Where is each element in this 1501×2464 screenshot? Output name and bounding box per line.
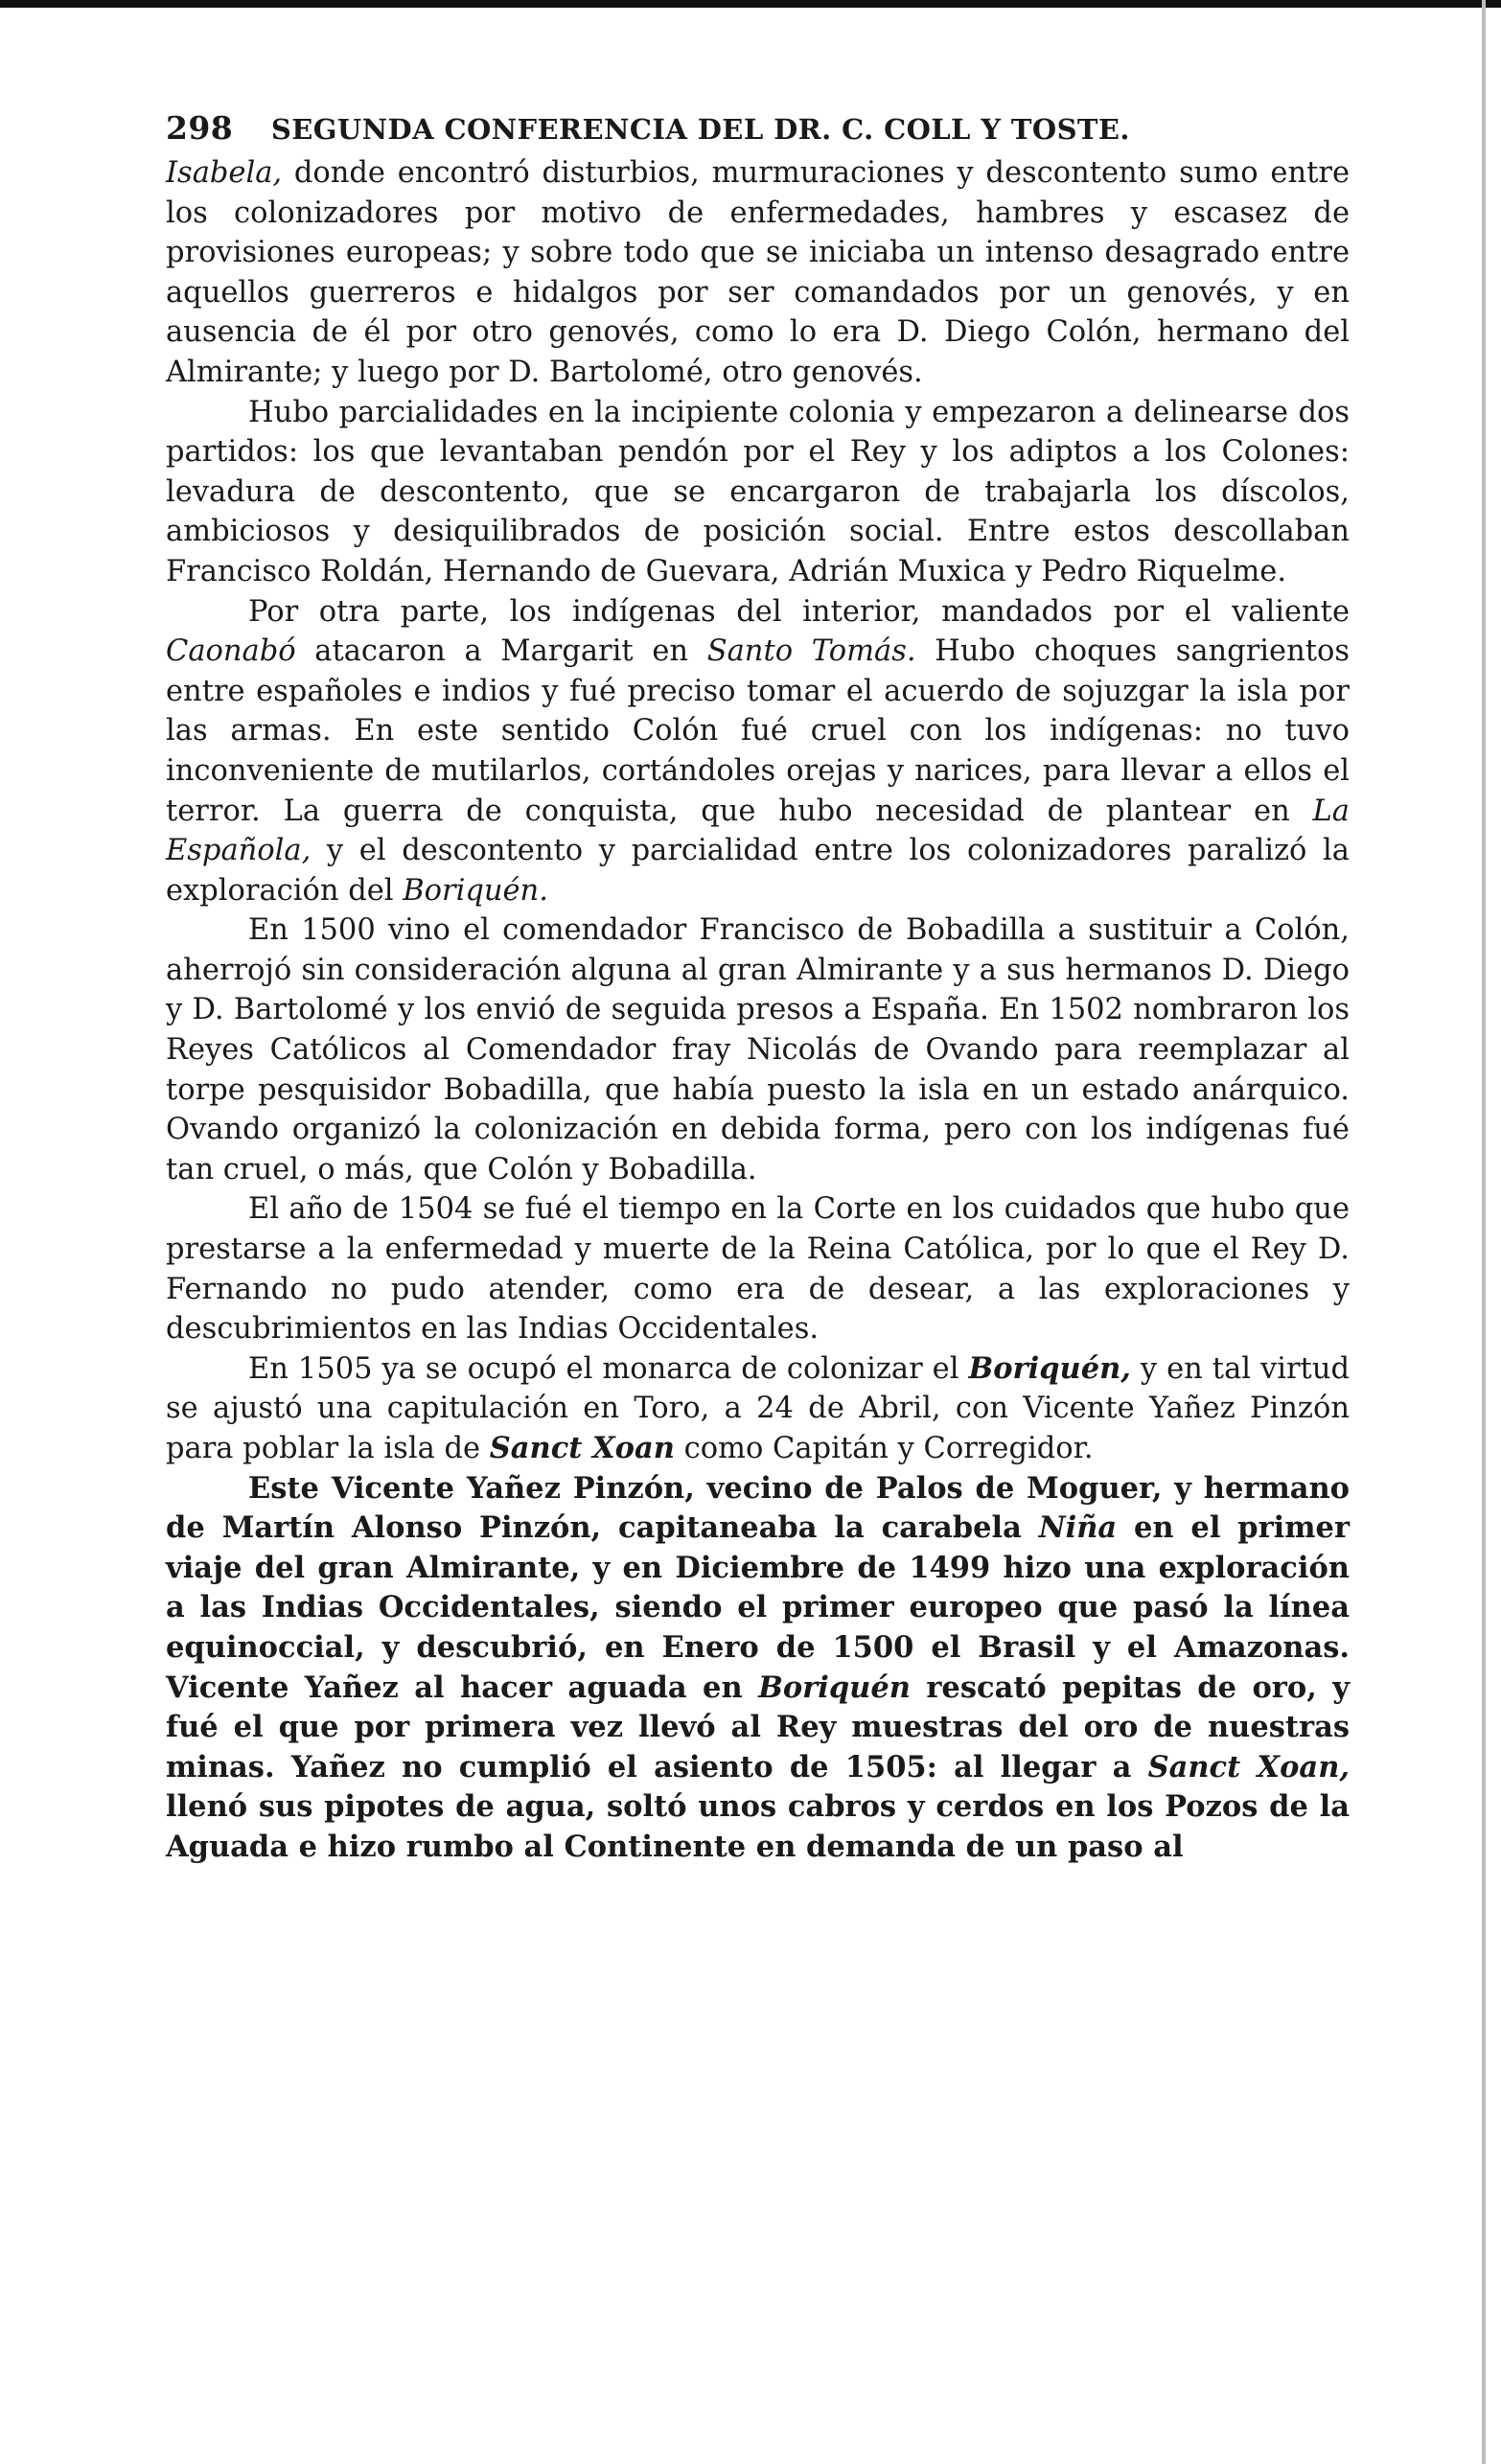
paragraph-text: llenó sus pipotes de agua, soltó unos cabros y cerdos en los Pozos de la Aguada e hizo rumbo al Continente en demanda de un paso al [166, 1789, 1350, 1864]
italic-term: Boriquén [758, 1670, 911, 1705]
paragraph-text: atacaron a Margarit en [295, 634, 707, 669]
paragraph-text: En 1500 vino el comendador Francisco de Bobadilla a sustituir a Colón, aherrojó sin consideración alguna al gran Almirante y a sus hermanos D. Diego y D. Bartolomé y los envió de seguida presos a España. En 1502 nombraron los Reyes Católicos al Comendador fray Nicolás de Ovando para reemplazar al torpe pesquisidor Bobadilla, que había puesto la isla en un estado anárquico. Ovando organizó la colonización en debida forma, pero con los indígenas fué tan cruel, o más, que Colón y Bobadilla. [166, 913, 1350, 1186]
paragraph-text: en el primer viaje del gran Almirante, y en Diciembre de 1499 hizo una exploración a las Indias Occidentales, siendo el primer europeo que pasó la línea equinoccial, y descubrió, en Enero de 1500 el Brasil y el Amazonas. Vicente Yañez al hacer aguada en [166, 1510, 1351, 1705]
italic-term: Caonabó [166, 634, 296, 669]
page-gutter-line [1482, 0, 1486, 2464]
top-edge-rule [0, 0, 1501, 8]
paragraph-text: rescató pepitas de oro, y fué el que por primera vez llevó al Rey muestras del oro de nuestras minas. Yañez no cumplió el asiento de 1505: al llegar a [166, 1670, 1350, 1785]
paragraph-text: En 1505 ya se ocupó el monarca de colonizar el [248, 1351, 969, 1386]
italic-term: Boriquén. [403, 873, 548, 908]
paragraph [166, 393, 1350, 592]
paragraph-text: como Capitán y Corregidor. [674, 1432, 1094, 1465]
paragraph [166, 1189, 1350, 1348]
running-header [166, 104, 1350, 153]
paragraph [166, 1469, 1350, 1868]
paragraph [166, 1349, 1350, 1469]
italic-term: Boriquén, [968, 1350, 1131, 1386]
italic-term: Isabela, [166, 156, 283, 190]
body-text [166, 153, 1350, 1868]
paragraph-text: El año de 1504 se fué el tiempo en la Corte en los cuidados que hubo que prestarse a la enfermedad y muerte de la Reina Católica, por lo que el Rey D. Fernando no pudo atender, como era de desear, a las exploraciones y descubrimientos en las Indias Occidentales. [166, 1192, 1350, 1347]
page-number: 298 [166, 109, 234, 147]
paragraph-text: Hubo choques sangrientos entre españoles e indios y fué preciso tomar el acuerdo de sojuzgar la isla por las armas. En este sentido Colón fué cruel con los indígenas: no tuvo inconveniente de mutilarlos, cortándoles orejas y narices, para llevar a ellos el terror. La guerra de conquista, que hubo necesidad de plantear en [166, 634, 1351, 828]
book-page [166, 104, 1350, 1868]
italic-term: Sanct Xoan, [1147, 1749, 1350, 1785]
paragraph [166, 910, 1350, 1189]
italic-term: Sanct Xoan [489, 1431, 675, 1465]
paragraph-text: Este Vicente Yañez Pinzón, vecino de Palos de Moguer, y hermano de Martín Alonso Pinzón, capitaneaba la carabela [166, 1470, 1350, 1546]
italic-term: La Española, [166, 794, 1350, 868]
paragraph-text: Hubo parcialidades en la incipiente colonia y empezaron a delinearse dos partidos: los que levantaban pendón por el Rey y los adiptos a los Colones: levadura de descontento, que se encargaron de trabajarla los díscolos, ambiciosos y desiquilibrados de posición social. Entre estos descollaban Francisco Roldán, Hernando de Guevara, Adrián Muxica y Pedro Riquelme. [166, 395, 1350, 588]
paragraph-text: donde encontró disturbios, murmuraciones y descontento sumo entre los colonizadores por motivo de enfermedades, hambres y escasez de provisiones europeas; y sobre todo que se iniciaba un intenso desagrado entre aquellos guerreros e hidalgos por ser comandados por un genovés, y en ausencia de él por otro genovés, como lo era D. Diego Colón, hermano del Almirante; y luego por D. Bartolomé, otro genovés. [166, 156, 1350, 389]
paragraph [166, 153, 1350, 393]
running-title: SEGUNDA CONFERENCIA DEL DR. C. COLL Y TOSTE. [270, 113, 1130, 146]
italic-term: Santo Tomás. [706, 634, 916, 669]
paragraph-text: y el descontento y parcialidad entre los colonizadores paralizó la exploración del [166, 834, 1350, 908]
paragraph-text: Por otra parte, los indígenas del interior, mandados por el valiente [248, 594, 1350, 629]
italic-term: Niña [1038, 1510, 1118, 1546]
paragraph-text: y en tal virtud se ajustó una capitulación en Toro, a 24 de Abril, con Vicente Yañez Pinzón para poblar la isla de [166, 1351, 1350, 1465]
paragraph [166, 592, 1350, 911]
